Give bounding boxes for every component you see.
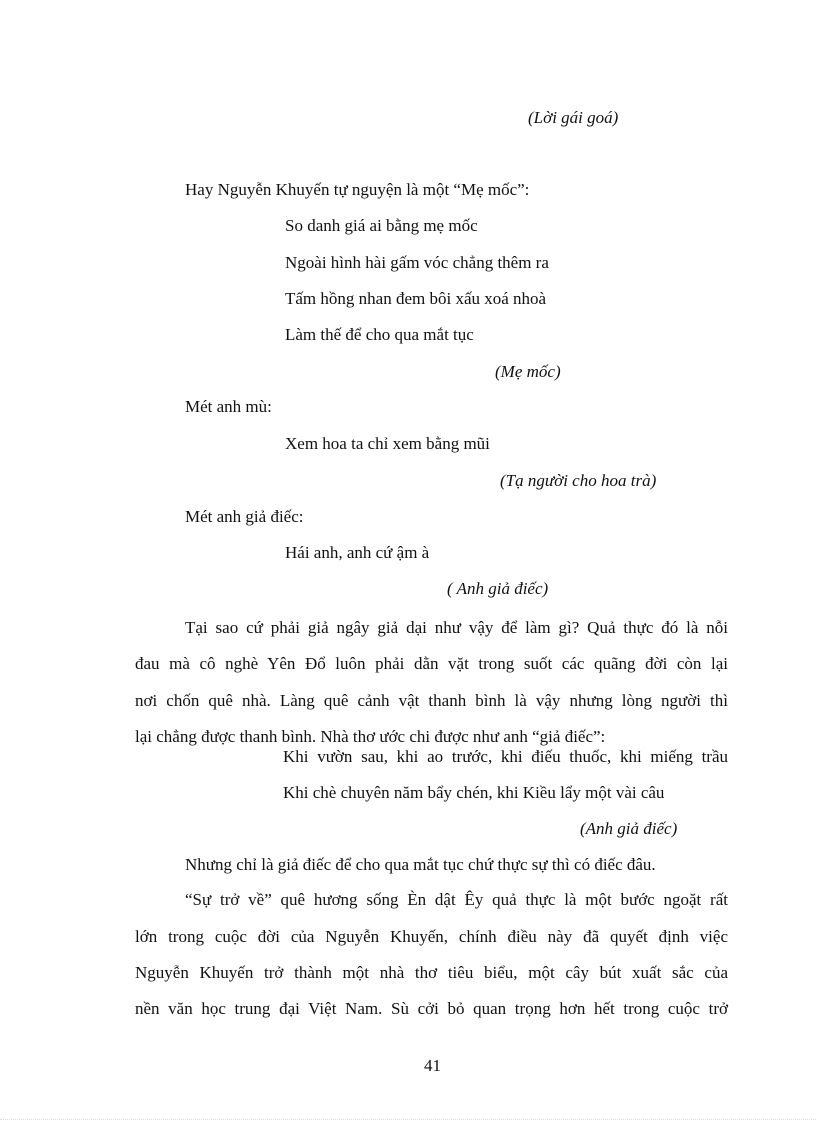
poem-line: Ngoài hình hài gấm vóc chẳng thêm ra bbox=[285, 253, 549, 272]
page-number: 41 bbox=[424, 1056, 441, 1075]
paragraph-line: Nhưng chỉ là giả điếc để cho qua mắt tục chứ thực sự thì có điếc đâu. bbox=[185, 855, 656, 874]
paragraph-line: Nguyễn Khuyến trở thành một nhà thơ tiêu biểu, một cây bút xuất sắc của bbox=[135, 963, 728, 982]
source-citation: (Anh giả điếc) bbox=[580, 819, 678, 838]
poem-line: Tấm hồng nhan đem bôi xấu xoá nhoà bbox=[285, 289, 547, 308]
paragraph-line: lớn trong cuộc đời của Nguyễn Khuyến, chính điều này đã quyết định việc bbox=[135, 927, 728, 946]
intro-line: Mét anh mù: bbox=[185, 397, 272, 416]
paragraph-line: Tại sao cứ phải giả ngây giả dại như vậy để làm gì? Quả thực đó là nỗi bbox=[185, 618, 728, 637]
source-citation: (Tạ người cho hoa trà) bbox=[500, 471, 657, 490]
source-citation: (Mẹ mốc) bbox=[495, 362, 561, 381]
poem-line: Hái anh, anh cứ ậm à bbox=[285, 543, 430, 562]
poem-line: Làm thế để cho qua mắt tục bbox=[285, 325, 474, 344]
source-citation: ( Anh giả điếc) bbox=[447, 579, 549, 598]
poem-line: Khi vườn sau, khi ao trước, khi điếu thuốc, khi miếng trầu bbox=[283, 747, 728, 766]
intro-line: Hay Nguyễn Khuyến tự nguyện là một “Mẹ mốc”: bbox=[185, 180, 530, 199]
poem-line: Xem hoa ta chỉ xem bằng mũi bbox=[285, 434, 490, 453]
paragraph-line: “Sự trở về” quê hương sống Èn dật Êy quả thực là một bước ngoặt rất bbox=[185, 890, 728, 909]
source-citation: (Lời gái goá) bbox=[528, 108, 619, 127]
intro-line: Mét anh giả điếc: bbox=[185, 507, 304, 526]
page-bottom-border bbox=[0, 1119, 816, 1120]
paragraph-line: đau mà cô nghè Yên Đổ luôn phải dằn vặt trong suốt các quãng đời còn lại bbox=[135, 654, 728, 673]
paragraph-line: nơi chốn quê nhà. Làng quê cảnh vật thanh bình là vậy nhưng lòng người thì bbox=[135, 691, 728, 710]
poem-line: Khi chè chuyên năm bẩy chén, khi Kiều lẩy một vài câu bbox=[283, 783, 665, 802]
paragraph-line: lại chẳng được thanh bình. Nhà thơ ước chi được như anh “giả điếc”: bbox=[135, 727, 606, 746]
poem-line: So danh giá ai bằng mẹ mốc bbox=[285, 216, 478, 235]
paragraph-line: nền văn học trung đại Việt Nam. Sù cởi bỏ quan trọng hơn hết trong cuộc trở bbox=[135, 999, 728, 1018]
